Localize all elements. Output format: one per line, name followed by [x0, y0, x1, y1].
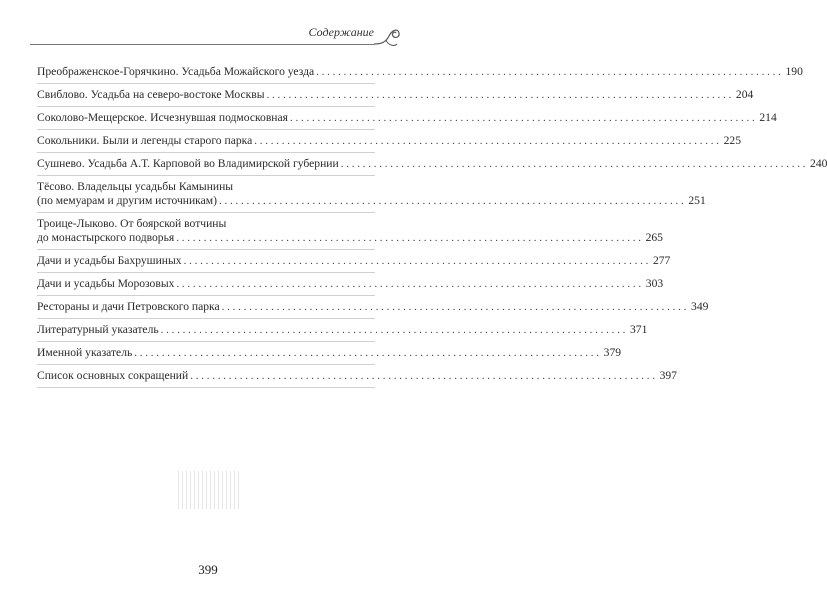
- toc-entry: [37, 342, 622, 365]
- toc-entry-title: Сушнево. Усадьба А.Т. Карповой во Владимирской губернии: [37, 157, 339, 170]
- toc-entry-title: (по мемуарам и другим источникам): [37, 194, 217, 207]
- toc-entry: [37, 273, 664, 296]
- dot-leader: [176, 231, 641, 245]
- toc-entry-page: 240: [810, 157, 827, 170]
- library-stamp: [178, 471, 240, 509]
- toc-entry: [37, 153, 827, 176]
- toc-entry: [37, 365, 677, 388]
- toc-entry-page: 349: [691, 300, 709, 313]
- dot-leader: [176, 277, 641, 291]
- toc-entry: [37, 319, 648, 342]
- toc-entry-page: 251: [688, 194, 706, 207]
- toc-entry-title: Свиблово. Усадьба на северо-востоке Москвы: [37, 88, 265, 101]
- toc-entry-title: Дачи и усадьбы Бахрушиных: [37, 254, 182, 267]
- dot-leader: [161, 323, 626, 337]
- toc-entry-page: 371: [630, 323, 648, 336]
- toc-entry-title: Дачи и усадьбы Морозовых: [37, 277, 175, 290]
- toc-entry-page: 397: [659, 369, 677, 382]
- toc-entry-page: 190: [785, 65, 803, 78]
- toc-entry-title: Сокольники. Были и легенды старого парка: [37, 134, 253, 147]
- dot-leader: [190, 369, 655, 383]
- page-number: 399: [198, 562, 218, 577]
- toc-entry-title: Список основных сокращений: [37, 369, 189, 382]
- dot-leader: [254, 134, 719, 148]
- toc-entry: [37, 250, 671, 273]
- toc-entry: [37, 176, 706, 213]
- header-rule: [30, 44, 374, 45]
- toc-entry: [37, 296, 709, 319]
- dot-leader: [267, 88, 732, 102]
- toc-entry-page: 225: [723, 134, 741, 147]
- toc-entry-title: Именной указатель: [37, 346, 133, 359]
- toc-entry-page: 214: [759, 111, 777, 124]
- toc-entry-page: 265: [645, 231, 663, 244]
- dot-leader: [222, 300, 687, 314]
- toc-entry: [37, 61, 803, 84]
- toc-entry: [37, 213, 663, 250]
- toc-entry: [37, 107, 777, 130]
- dot-leader: [341, 157, 806, 171]
- toc-entry-title-line: Троице-Лыково. От боярской вотчины: [37, 217, 227, 230]
- dot-leader: [219, 194, 684, 208]
- running-header: [30, 20, 402, 50]
- dot-leader: [290, 111, 755, 125]
- toc-entry-title-line: Тёсово. Владельцы усадьбы Камынины: [37, 180, 234, 193]
- table-of-contents: [37, 61, 827, 388]
- ornament-swirl-icon: [372, 22, 402, 50]
- toc-entry: [37, 84, 754, 107]
- dot-leader: [316, 65, 781, 79]
- toc-entry-title: Соколово-Мещерское. Исчезнувшая подмосковная: [37, 111, 288, 124]
- toc-entry-title: Преображенское-Горячкино. Усадьба Можайского уезда: [37, 65, 315, 78]
- dot-leader: [134, 346, 599, 360]
- toc-entry-title: до монастырского подворья: [37, 231, 175, 244]
- toc-entry: [37, 130, 741, 153]
- toc-entry-page: 303: [645, 277, 664, 290]
- running-header-title: Содержание: [308, 25, 374, 39]
- toc-entry-title: Литературный указатель: [37, 323, 159, 336]
- dot-leader: [184, 254, 649, 268]
- toc-entry-page: 204: [735, 88, 754, 101]
- toc-entry-page: 379: [603, 346, 622, 359]
- toc-entry-page: 277: [652, 254, 671, 267]
- toc-entry-title: Рестораны и дачи Петровского парка: [37, 300, 220, 313]
